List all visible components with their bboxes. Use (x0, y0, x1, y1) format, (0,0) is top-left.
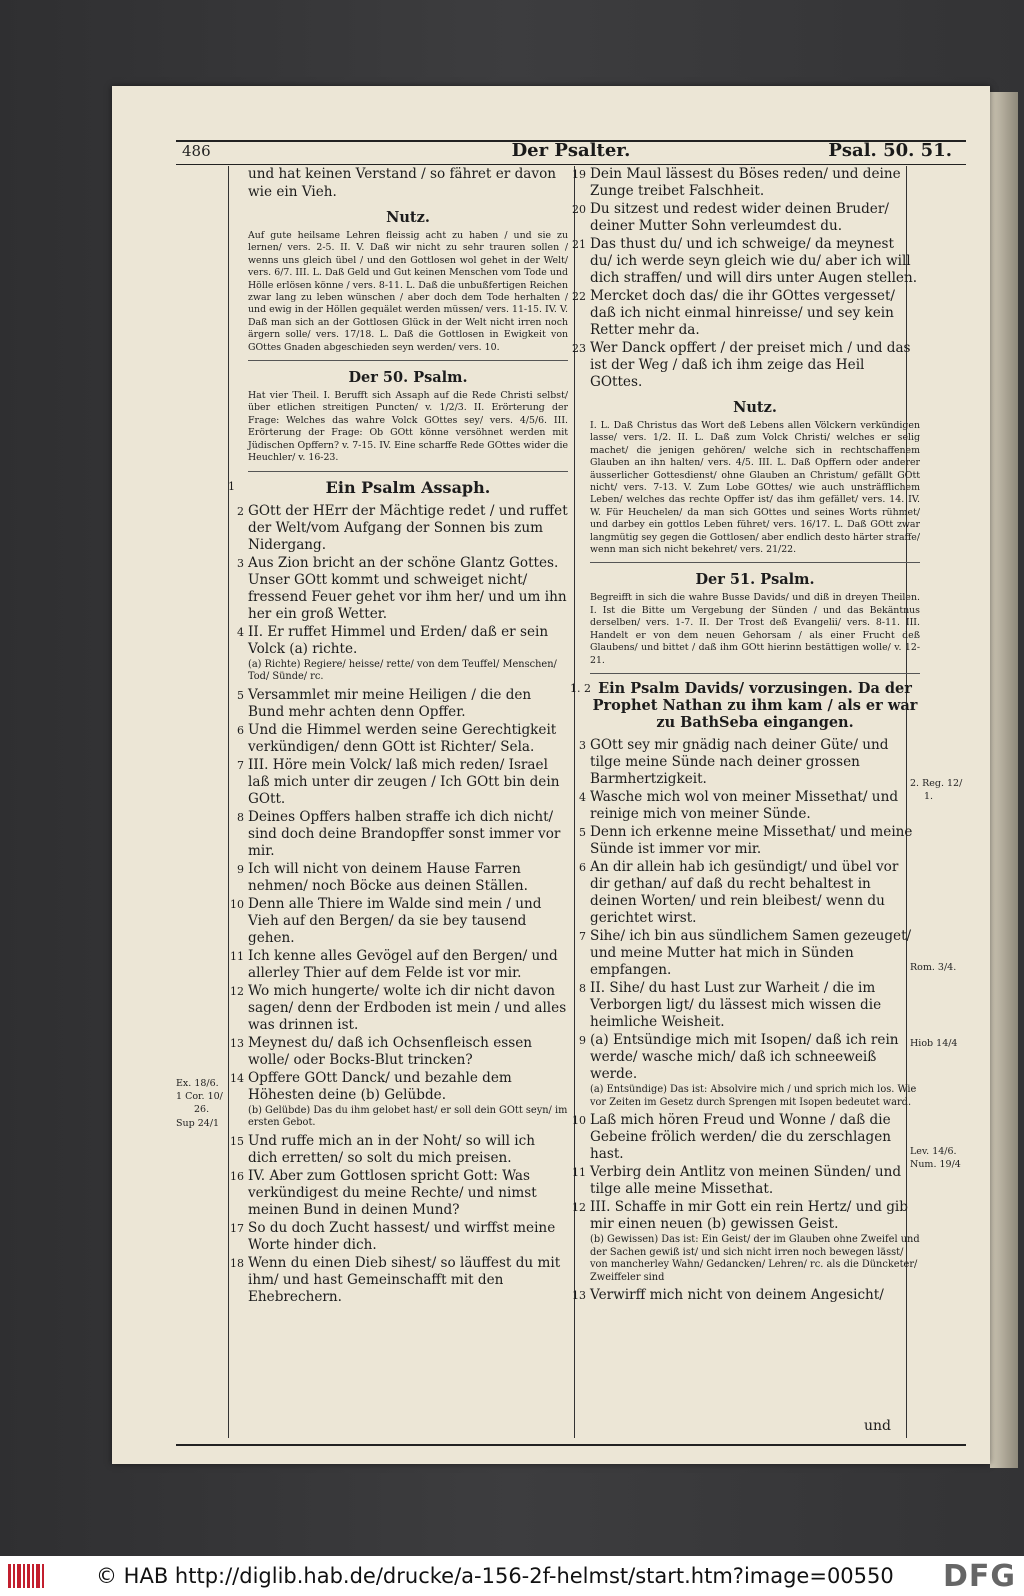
catchword: und (864, 1418, 891, 1434)
margin-ref: Rom. 3/4. (910, 962, 957, 973)
psalm-heading: Der 51. Psalm. (695, 571, 815, 589)
verse (237, 808, 568, 860)
verse (572, 236, 920, 287)
verse-number: 2 (237, 504, 244, 518)
verse-number: 17 (230, 1221, 244, 1235)
footnote: (b) Gewissen) Das ist: Ein Geist/ der im Glauben ohne Zweifel und der Sachen gewiß ist/ und sich nicht irren noch bewegen lässt/ von mancherley Wahn/ Gedancken/ Lehren/ rc. als die Düncketer/ Zweiffeler sind (590, 1234, 920, 1283)
verse (237, 623, 568, 658)
footnote: (a) Richte) Regiere/ heisse/ rette/ von dem Teuffel/ Menschen/ Tod/ Sünde/ rc. (248, 658, 557, 683)
verse-text: Wenn du einen Dieb sihest/ so läuffest du mit ihm/ und hast Gemeinschafft mit den Ehebrechern. (248, 1254, 561, 1305)
verse-text: Und ruffe mich an in der Noht/ so will ich dich erretten/ so solt du mich preisen. (248, 1132, 536, 1166)
verse-number: 12 (230, 984, 244, 998)
verse (572, 1287, 920, 1304)
verse (572, 1199, 920, 1233)
verse-number: 3 (579, 738, 586, 752)
verse-number: 10 (572, 1114, 586, 1128)
footnote: (b) Gelübde) Das du ihm gelobet hast/ er soll dein GOtt seyn/ im ersten Gebot. (248, 1104, 568, 1129)
verse-number: 5 (237, 688, 244, 702)
verse-text: An dir allein hab ich gesündigt/ und übel vor dir gethan/ auf daß du recht behaltest in deinen Worten/ und rein bleibest/ wenn du gerichtet wirst. (590, 858, 899, 926)
verse-number: 6 (237, 723, 244, 737)
verse-number: 19 (572, 168, 586, 181)
verse (579, 788, 920, 823)
verse (230, 1069, 568, 1104)
verse-text: Denn alle Thiere im Walde sind mein / und Vieh auf den Bergen/ da sie bey tausend gehen. (248, 895, 542, 946)
verse-number: 21 (572, 238, 586, 251)
verse-number: 20 (572, 203, 586, 216)
verse (572, 1164, 920, 1198)
verse-number: 12 (572, 1201, 586, 1215)
verse-text: Du sitzest und redest wider deinen Bruder/ deiner Mutter Sohn verleumdest du. (590, 201, 889, 234)
verse (579, 858, 920, 927)
verse-text: So du doch Zucht hassest/ und wirffst meine Worte hinder dich. (248, 1219, 556, 1253)
verse-text: Wasche mich wol von meiner Missethat/ und reinige mich von meiner Sünde. (590, 788, 899, 822)
verse (572, 166, 920, 200)
verse-text: Verwirff mich nicht von deinem Angesicht/ (590, 1287, 884, 1304)
verse-number: 1 (228, 479, 235, 493)
margin-ref: Lev. 14/6. (910, 1146, 957, 1157)
verse-text: GOtt der HErr der Mächtige redet / und ruffet der Welt/vom Aufgang der Sonnen bis zum Nidergang. (248, 502, 568, 553)
verse-number: 6 (579, 860, 586, 874)
verse-number: 14 (230, 1071, 244, 1085)
verse (237, 721, 568, 756)
verse (579, 1031, 920, 1083)
verse-text: Sihe/ ich bin aus sündlichem Samen gezeuget/ und meine Mutter hat mich in Sünden empfangen. (590, 927, 912, 978)
verse-number: 22 (572, 290, 586, 303)
verse (579, 979, 920, 1031)
verse-number: 3 (237, 556, 244, 570)
verse (230, 1132, 568, 1167)
verse (572, 288, 920, 339)
verse-text: Ich kenne alles Gevögel auf den Bergen/ und allerley Thier auf dem Felde ist vor mir. (248, 947, 558, 981)
divider (248, 471, 568, 472)
page-edge (990, 92, 1018, 1468)
verse (230, 1167, 568, 1219)
divider (248, 360, 568, 361)
verse (230, 982, 568, 1034)
verse-text: Opffere GOtt Danck/ und bezahle dem Höhesten deine (b) Gelübde. (248, 1069, 512, 1103)
verse (237, 686, 568, 721)
margin-ref: Num. 19/4 (910, 1159, 961, 1170)
verse (230, 895, 568, 947)
margin-ref: Sup 24/1 (176, 1118, 220, 1129)
verse-number: 11 (230, 949, 244, 963)
verse-text: Wo mich hungerte/ wolte ich dir nicht davon sagen/ denn der Erdboden ist mein / und alles was drinnen ist. (248, 982, 567, 1033)
left-column (228, 166, 568, 1438)
verse-text: Dein Maul lässest du Böses reden/ und deine Zunge treibet Falschheit. (590, 166, 901, 199)
left-margin-references (176, 166, 226, 1438)
divider (590, 673, 920, 674)
verse-text: II. Er ruffet Himmel und Erden/ daß er sein Volck (a) richte. (248, 623, 549, 657)
psalm-reference: Psal. 50. 51. (828, 140, 952, 161)
margin-ref: 2. Reg. 12/ (910, 778, 963, 789)
margin-ref: 26. (194, 1104, 210, 1115)
verse (237, 756, 568, 808)
verse-text: Deines Opffers halben straffe ich dich nicht/ sind doch deine Brandopffer sonst immer vor mir. (248, 808, 561, 859)
verse-text: II. Sihe/ du hast Lust zur Warheit / die im Verborgen ligt/ du lässest mich wissen die heimliche Weisheit. (590, 979, 882, 1030)
nutz-heading: Nutz. (733, 399, 777, 416)
intro-line: wie ein Vieh. (248, 184, 337, 200)
verse-number: 23 (572, 342, 586, 355)
divider (590, 562, 920, 563)
verse-number: 11 (572, 1166, 586, 1180)
verse-number: 18 (230, 1256, 244, 1270)
page-number: 486 (182, 142, 211, 160)
verse-text: Verbirg dein Antlitz von meinen Sünden/ und tilge alle meine Missethat. (590, 1164, 902, 1198)
verse (230, 947, 568, 982)
verse (230, 1219, 568, 1254)
psalm-summary: Begreifft in sich die wahre Busse Davids/ und diß in dreyen Theilen. I. Ist die Bitte um Vergebung der Sünden / und das Bekäntnus derselben/ vers. 1-7. II. Der Trost deß Evangelii/ vers. 8-11. III. Handelt er von dem neuen Gehorsam / als einer Frucht deß Glaubens/ und bittet / daß ihm GOtt hierinn bestättigen wolle/ v. 12-21. (590, 592, 920, 666)
verse-text: Aus Zion bricht an der schöne Glantz Gottes. Unser GOtt kommt und schweiget nicht/ fressend Feuer gehet vor ihm her/ und um ihn her ein groß Wetter. (248, 554, 567, 622)
verse-number: 10 (230, 897, 244, 911)
nutz-heading: Nutz. (386, 209, 430, 226)
verse (237, 860, 568, 895)
psalm-title (570, 679, 920, 731)
margin-ref: 1 Cor. 10/ (176, 1091, 223, 1102)
hab-logo-icon (6, 1562, 46, 1590)
verse-number: 8 (579, 981, 586, 995)
psalm-title (228, 477, 568, 497)
verse-text: Und die Himmel werden seine Gerechtigkeit verkündigen/ denn GOtt ist Richter/ Sela. (248, 721, 557, 755)
verse-number: 5 (579, 825, 586, 839)
dfg-logo: DFG (942, 1558, 1016, 1594)
running-header (176, 140, 966, 165)
verse-text: III. Schaffe in mir Gott ein rein Hertz/ und gib mir einen neuen (b) gewissen Geist. (590, 1199, 908, 1233)
verse-text: Denn ich erkenne meine Missethat/ und meine Sünde ist immer vor mir. (590, 823, 913, 857)
psalm-summary: Hat vier Theil. I. Berufft sich Assaph auf die Rede Christi selbst/ über etlichen streitigen Puncten/ v. 1/2/3. II. Erörterung der Frage: Welches das wahre Volck GOttes sey/ vers. 4/5/6. III. Erörterung der Frage: Ob GOtt könne versöhnet werden mit Jüdischen Opffern? v. 7-15. IV. Eine scharffe Rede GOttes wider die Heuchler/ v. 16-23. (248, 390, 568, 464)
verse-text: IV. Aber zum Gottlosen spricht Gott: Was verkündigest du meine Rechte/ und nimst meinen Bund in deinen Mund? (248, 1167, 537, 1218)
attribution-bar (0, 1556, 1024, 1596)
verse-number: 4 (579, 790, 586, 804)
verse-text: III. Höre mein Volck/ laß mich reden/ Israel laß mich unter dir zeugen / Ich GOtt bin dein GOtt. (248, 756, 560, 807)
footnote: (a) Entsündige) Das ist: Absolvire mich / und sprich mich los. Wie vor Zeiten im Gesetz durch Sprengen mit Isopen bedeutet ward. (590, 1083, 917, 1108)
verse-text: Das thust du/ und ich schweige/ da meynest du/ ich werde seyn gleich wie du/ aber ich will dich straffen/ und will dirs unter Augen stellen. (590, 236, 918, 286)
verse-number: 4 (237, 625, 244, 639)
verse-number: 1. 2 (570, 681, 591, 695)
verse-text: GOtt sey mir gnädig nach deiner Güte/ und tilge meine Sünde nach deiner grossen Barmhertzigkeit. (590, 736, 889, 787)
book-page (112, 86, 990, 1464)
verse-number: 7 (579, 929, 586, 943)
verse-number: 7 (237, 758, 244, 772)
page-title: Der Psalter. (511, 140, 631, 161)
verse-text: Mercket doch das/ die ihr GOttes vergesset/ daß ich nicht einmal hinreisse/ und sey kein Retter mehr da. (590, 288, 896, 338)
verse-number: 13 (230, 1036, 244, 1050)
verse (230, 1034, 568, 1069)
psalm-title-text: Ein Psalm Assaph. (325, 477, 491, 497)
intro-line: und hat keinen Verstand / so fähret er davon (248, 166, 557, 182)
verse-text: Ich will nicht von deinem Hause Farren nehmen/ noch Böcke aus deinen Ställen. (248, 860, 528, 894)
verse (572, 340, 920, 391)
verse (572, 201, 920, 235)
verse-text: Laß mich hören Freud und Wonne / daß die Gebeine frölich werden/ die du zerschlagen hast. (590, 1112, 891, 1163)
psalm-heading: Der 50. Psalm. (348, 369, 468, 387)
verse-number: 13 (572, 1289, 586, 1303)
verse (579, 823, 920, 858)
right-column (570, 166, 920, 1438)
nutz-text: Auf gute heilsame Lehren fleissig acht zu haben / und sie zu lernen/ vers. 2-5. II. V. Daß wir nicht zu sehr trauren sollen / wenns uns gleich übel / und den Gottlosen wol gehet in der Welt/ vers. 6/7. III. L. Daß Geld und Gut keinen Menschen vom Tode und Hölle erlösen könne / vers. 8-11. L. Daß die unbußfertigen Reichen zwar lang zu leben wünschen / aber doch dem Tode herhalten / und ewig in der Höllen gequälet werden müssen/ vers. 11-15. IV. V. Daß man sich an der Gottlosen Glück in der Welt nicht irren noch ärgern solle/ vers. 17/18. L. Daß die Gottlosen in Ewigkeit von GOttes Gnaden abgeschieden seyn werden/ vers. 10. (248, 230, 568, 353)
verse (579, 927, 920, 979)
verse-number: 9 (579, 1033, 586, 1047)
verse (237, 554, 568, 623)
verse (230, 1254, 568, 1306)
nutz-text: I. L. Daß Christus das Wort deß Lebens allen Völckern verkündigen lasse/ vers. 1/2. II. L. Daß zum Volck Christi/ welches er selig machet/ die jenigen gehören/ welche sich in rechtschaffenem Glauben an ihn halten/ vers. 4/5. III. L. Daß Opffern oder anderer äusserlicher Gottesdienst/ ohne Glauben an Christum/ gefällt GOtt nicht/ vers. 7-13. V. Zum Lobe GOttes/ wie auch unsträfflichem Leben/ welches das rechte Opffer ist/ das ihm gefället/ vers. 14. IV. W. Für Heuchelen/ da man sich GOttes und seines Worts rühmet/ und darbey ein gottlos Leben führet/ vers. 16/17. L. Daß GOtt zwar langmütig sey gegen die Gottlosen/ aber endlich desto härter straffe/ wenn man sich nicht bekehret/ vers. 21/22. (590, 420, 920, 556)
verse-number: 9 (237, 862, 244, 876)
margin-rule-left (228, 166, 229, 1438)
verse-number: 16 (230, 1169, 244, 1183)
verse (237, 502, 568, 554)
verse (579, 736, 920, 788)
psalm-title-text: Ein Psalm Davids/ vorzusingen. Da der Prophet Nathan zu ihm kam / als er war zu BathSeba eingangen. (592, 679, 918, 731)
verse-text: Meynest du/ daß ich Ochsenfleisch essen wolle/ oder Bocks-Blut trincken? (248, 1034, 533, 1068)
verse-number: 15 (230, 1134, 244, 1148)
margin-ref: 1. (924, 791, 934, 802)
margin-ref: Ex. 18/6. (176, 1078, 219, 1089)
verse-text: Wer Danck opffert / der preiset mich / und das ist der Weg / daß ich ihm zeige das Heil GOttes. (590, 340, 911, 390)
verse-number: 8 (237, 810, 244, 824)
verse-text: Versammlet mir meine Heiligen / die den Bund mehr achten denn Opffer. (248, 686, 532, 720)
verse (572, 1112, 920, 1163)
attribution-link[interactable]: © HAB http://diglib.hab.de/drucke/a-156-2f-helmst/start.htm?image=00550 (96, 1564, 894, 1588)
verse-text: (a) Entsündige mich mit Isopen/ daß ich rein werde/ wasche mich/ daß ich schneeweiß werde. (590, 1031, 899, 1082)
margin-ref: Hiob 14/4 (910, 1038, 958, 1049)
